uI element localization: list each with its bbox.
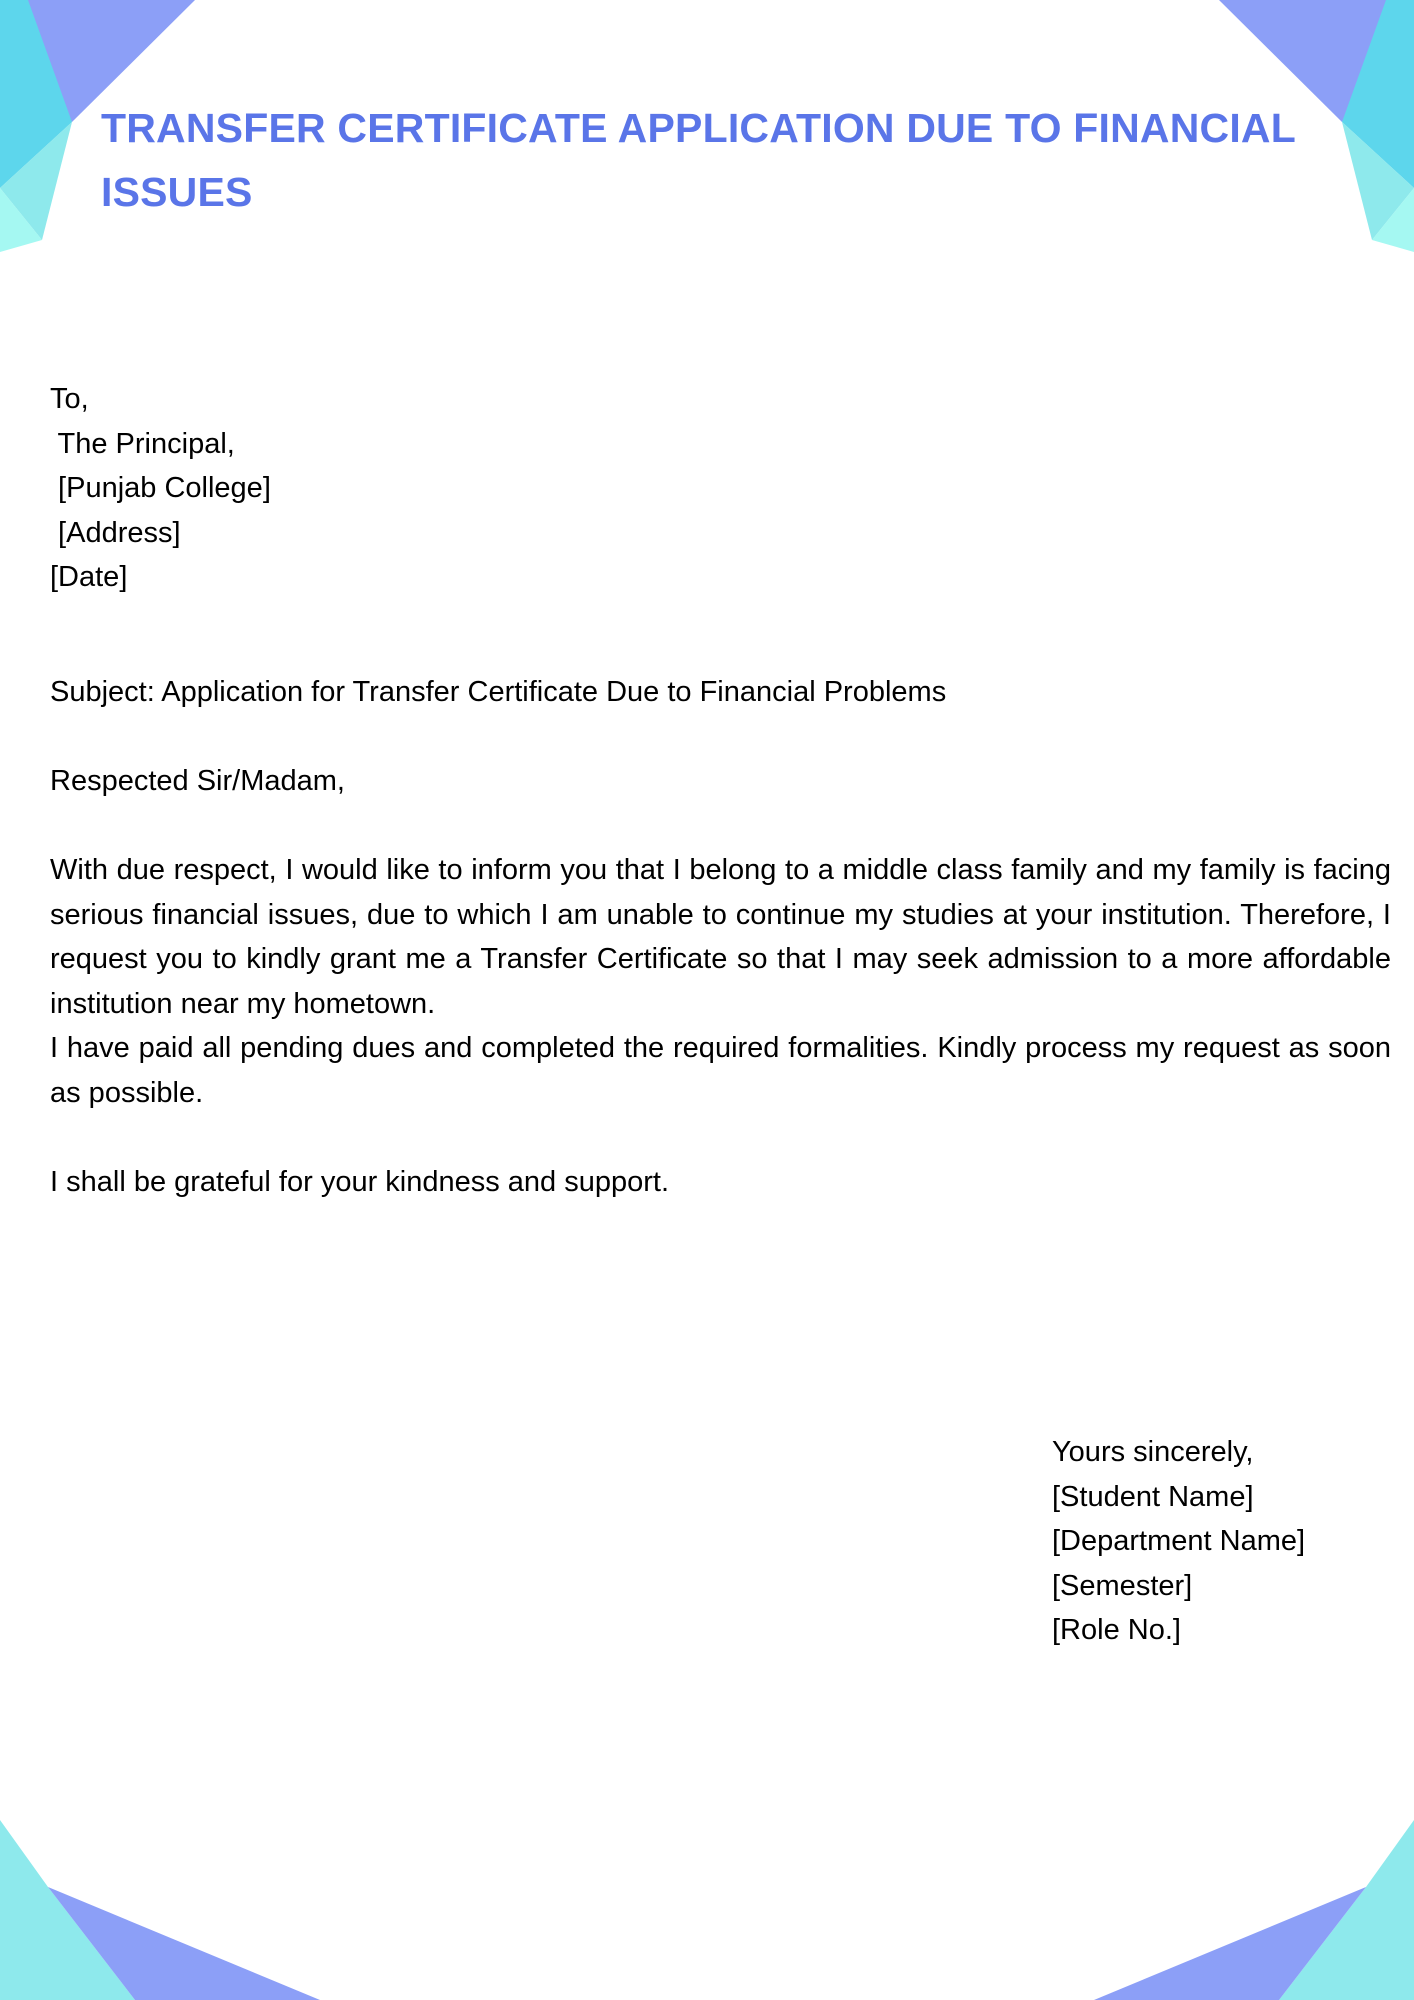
subject-line: Subject: Application for Transfer Certificate Due to Financial Problems xyxy=(50,676,947,708)
roll-number: [Role No.] xyxy=(1052,1614,1181,1646)
body-paragraph-2: I have paid all pending dues and completed the required formalities. Kindly process my request as soon as possible. xyxy=(50,1032,1391,1109)
valediction: Yours sincerely, xyxy=(1052,1436,1254,1468)
department-name: [Department Name] xyxy=(1052,1525,1306,1557)
recipient-line-college: [Punjab College] xyxy=(50,472,271,504)
salutation: Respected Sir/Madam, xyxy=(50,765,345,797)
recipient-to: To, xyxy=(50,383,89,415)
letter-body xyxy=(50,848,1391,1115)
bottom-left-corner-decoration xyxy=(0,1820,330,2000)
recipient-line-principal: The Principal, xyxy=(50,427,235,460)
recipient-block xyxy=(50,377,271,600)
recipient-date: [Date] xyxy=(50,561,128,593)
recipient-line-address: [Address] xyxy=(50,516,181,549)
semester: [Semester] xyxy=(1052,1569,1193,1602)
bottom-right-corner-decoration xyxy=(1084,1820,1414,2000)
document-title: TRANSFER CERTIFICATE APPLICATION DUE TO FINANCIAL ISSUES xyxy=(101,105,1296,215)
student-name: [Student Name] xyxy=(1052,1480,1254,1513)
body-paragraph-1: With due respect, I would like to inform you that I belong to a middle class family and my family is facing serious financial issues, due to which I am unable to continue my studies at your institution. Therefore, I request you to kindly grant me a Transfer Certificate so that I may seek admission to a more affordable institution near my hometown. xyxy=(50,854,1391,1020)
closing-line: I shall be grateful for your kindness and support. xyxy=(50,1166,670,1198)
signature-block xyxy=(1052,1430,1305,1653)
